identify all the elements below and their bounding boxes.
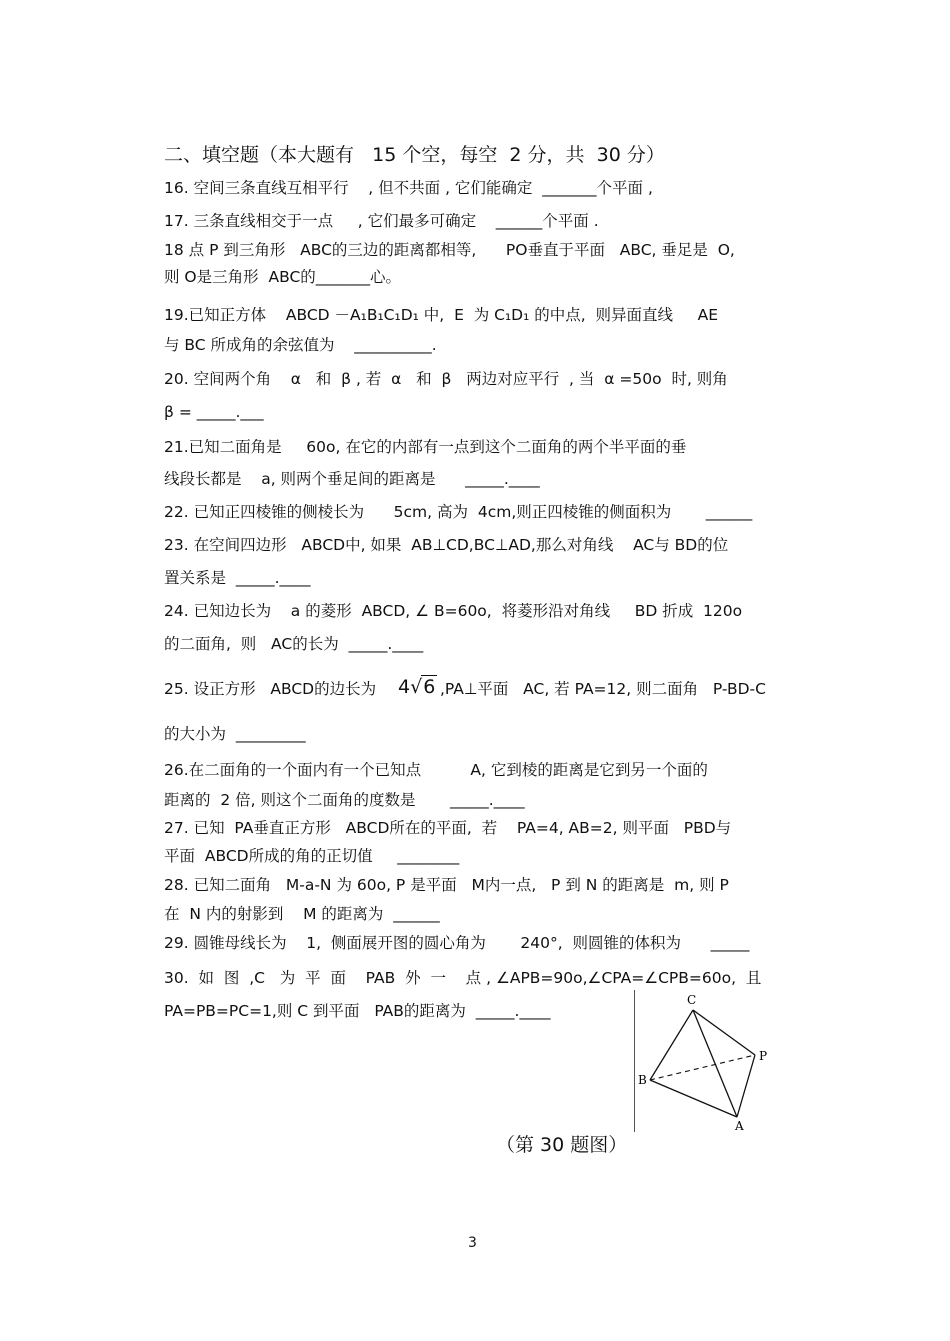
sqrt-radical-sign: √ [410,676,423,698]
vertex-label-c: C [687,993,697,1007]
tetrahedron-diagram [635,990,775,1132]
question-29: 29. 圆锥母线长为 1, 侧面展开图的圆心角为 240°, 则圆锥的体积为 _____ [164,934,750,952]
sqrt-coefficient: 4 [398,676,411,698]
question-19-line-2: 与 BC 所成角的余弦值为 __________. [164,336,437,354]
question-21-line-1: 21.已知二面角是 60o, 在它的内部有一点到这个二面角的两个半平面的垂 [164,438,687,456]
question-27-line-1: 27. 已知 PA垂直正方形 ABCD所在的平面, 若 PA=4, AB=2, 则平面 PBD与 [164,819,732,837]
edge-pa [737,1055,755,1117]
tetrahedron-figure [634,990,775,1132]
sqrt-expression [398,675,437,698]
question-27-line-2: 平面 ABCD所成的角的正切值 ________ [164,847,460,865]
question-18-line-2: 则 O是三角形 ABC的_______心。 [164,268,402,286]
question-23-line-1: 23. 在空间四边形 ABCD中, 如果 AB⊥CD,BC⊥AD,那么对角线 AC与 BD的位 [164,536,729,554]
vertex-label-p: P [759,1049,768,1063]
edge-bp-hidden [650,1055,755,1080]
question-20-line-1: 20. 空间两个角 α 和 β , 若 α 和 β 两边对应平行 , 当 α =50o 时, 则角 [164,370,728,388]
question-25-line-2: 的大小为 _________ [164,725,306,743]
question-25-line-1-start: 25. 设正方形 ABCD的边长为 [164,680,377,698]
question-21-line-2: 线段长都是 a, 则两个垂足间的距离是 _____.____ [164,470,540,488]
question-23-line-2: 置关系是 _____.____ [164,569,311,587]
vertex-label-b: B [638,1073,647,1087]
question-22: 22. 已知正四棱锥的侧棱长为 5cm, 高为 4cm,则正四棱锥的侧面积为 ______ [164,503,753,521]
question-17: 17. 三条直线相交于一点 , 它们最多可确定 ______个平面 . [164,212,599,230]
question-20-line-2: β = _____.___ [164,403,264,421]
page-number: 3 [468,1235,477,1251]
figure-caption: （第 30 题图） [496,1134,628,1156]
section-heading: 二、填空题（本大题有 15 个空，每空 2 分，共 30 分） [164,144,665,166]
question-30-line-1: 30. 如 图 ,C 为 平 面 PAB 外 一 点 , ∠APB=90o,∠CPA=∠CPB=60o, 且 [164,969,762,987]
question-19-line-1: 19.已知正方体 ABCD －A₁B₁C₁D₁ 中, E 为 C₁D₁ 的中点, 则异面直线 AE [164,306,719,324]
question-26-line-2: 距离的 2 倍, 则这个二面角的度数是 _____.____ [164,791,525,809]
vertex-label-a: A [735,1119,744,1132]
question-16: 16. 空间三条直线互相平行 , 但不共面 , 它们能确定 _______个平面 , [164,179,653,197]
question-28-line-2: 在 N 内的射影到 M 的距离为 ______ [164,905,440,923]
question-28-line-1: 28. 已知二面角 M-a-N 为 60o, P 是平面 M内一点, P 到 N 的距离是 m, 则 P [164,876,729,894]
sqrt-radicand: 6 [423,676,436,698]
question-30-line-2: PA=PB=PC=1,则 C 到平面 PAB的距离为 _____.____ [164,1002,551,1020]
question-18-line-1: 18 点 P 到三角形 ABC的三边的距离都相等, PO垂直于平面 ABC, 垂足是 O, [164,241,735,259]
question-24-line-2: 的二面角, 则 AC的长为 _____.____ [164,635,424,653]
edge-cb [650,1010,693,1080]
question-25-line-1-end: ,PA⊥平面 AC, 若 PA=12, 则二面角 P-BD-C [440,680,766,698]
question-26-line-1: 26.在二面角的一个面内有一个已知点 A, 它到棱的距离是它到另一个面的 [164,761,708,779]
question-24-line-1: 24. 已知边长为 a 的菱形 ABCD, ∠ B=60o, 将菱形沿对角线 BD 折成 120o [164,602,743,620]
